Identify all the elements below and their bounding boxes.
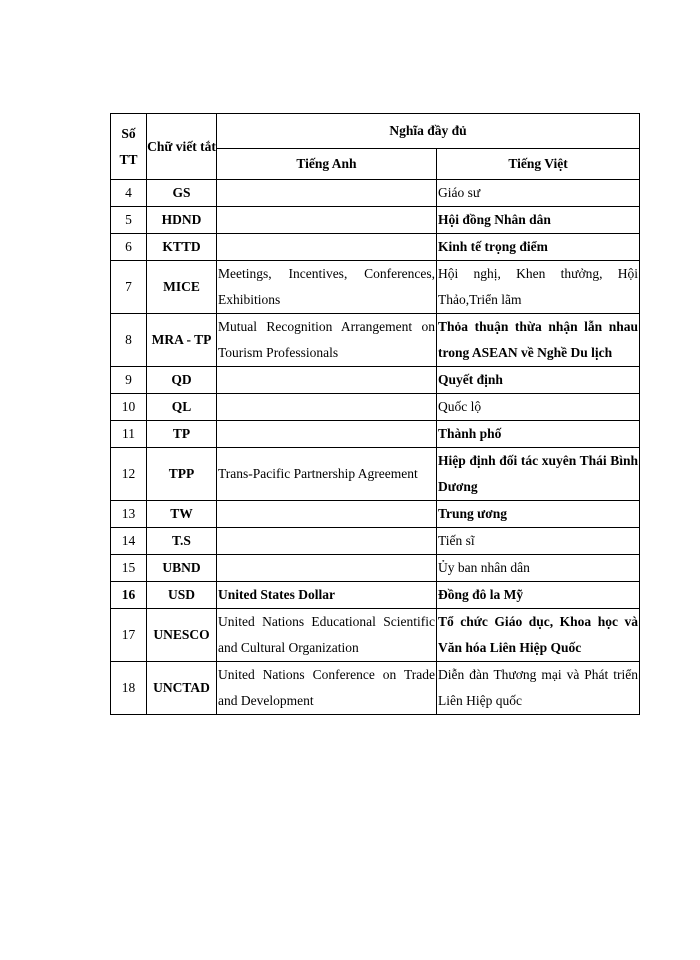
row-number: 5 [111, 207, 147, 234]
row-english: Meetings, Incentives, Conferences, Exhibitions [217, 261, 437, 314]
abbreviation-table [110, 113, 640, 715]
table-row [111, 234, 640, 261]
row-number: 8 [111, 314, 147, 367]
row-abbreviation: MRA - TP [147, 314, 217, 367]
row-number: 13 [111, 501, 147, 528]
table-row [111, 367, 640, 394]
row-vietnamese: Hội đồng Nhân dân [437, 207, 640, 234]
row-abbreviation: TP [147, 421, 217, 448]
row-english: United States Dollar [217, 582, 437, 609]
row-english [217, 528, 437, 555]
row-vietnamese: Diễn đàn Thương mại và Phát triển Liên Hiệp quốc [437, 662, 640, 715]
row-abbreviation: QD [147, 367, 217, 394]
header-tieng-viet: Tiếng Việt [437, 149, 640, 180]
table-row [111, 394, 640, 421]
row-vietnamese: Hội nghị, Khen thưởng, Hội Thảo,Triển lãm [437, 261, 640, 314]
row-vietnamese: Ủy ban nhân dân [437, 555, 640, 582]
table-row [111, 314, 640, 367]
row-english: Trans-Pacific Partnership Agreement [217, 448, 437, 501]
row-vietnamese: Quốc lộ [437, 394, 640, 421]
row-vietnamese: Thỏa thuận thừa nhận lẫn nhau trong ASEAN về Nghề Du lịch [437, 314, 640, 367]
row-number: 7 [111, 261, 147, 314]
row-abbreviation: GS [147, 180, 217, 207]
row-number: 4 [111, 180, 147, 207]
row-vietnamese: Tổ chức Giáo dục, Khoa học và Văn hóa Liên Hiệp Quốc [437, 609, 640, 662]
row-number: 15 [111, 555, 147, 582]
header-chu-viet-tat: Chữ viết tắt [147, 114, 217, 180]
row-vietnamese: Giáo sư [437, 180, 640, 207]
row-english: Mutual Recognition Arrangement on Tourism Professionals [217, 314, 437, 367]
row-abbreviation: T.S [147, 528, 217, 555]
table-row [111, 448, 640, 501]
row-vietnamese: Trung ương [437, 501, 640, 528]
row-number: 18 [111, 662, 147, 715]
row-number: 17 [111, 609, 147, 662]
row-abbreviation: HDND [147, 207, 217, 234]
row-english [217, 501, 437, 528]
row-abbreviation: UNESCO [147, 609, 217, 662]
row-english [217, 555, 437, 582]
table-row [111, 582, 640, 609]
row-number: 12 [111, 448, 147, 501]
table-row [111, 261, 640, 314]
row-vietnamese: Thành phố [437, 421, 640, 448]
table-row [111, 207, 640, 234]
row-english: United Nations Conference on Trade and Development [217, 662, 437, 715]
row-english [217, 421, 437, 448]
row-number: 11 [111, 421, 147, 448]
row-number: 6 [111, 234, 147, 261]
row-english: United Nations Educational Scientific and Cultural Organization [217, 609, 437, 662]
row-vietnamese: Tiến sĩ [437, 528, 640, 555]
row-abbreviation: QL [147, 394, 217, 421]
row-vietnamese: Hiệp định đối tác xuyên Thái Bình Dương [437, 448, 640, 501]
row-abbreviation: UNCTAD [147, 662, 217, 715]
row-vietnamese: Quyết định [437, 367, 640, 394]
row-english [217, 367, 437, 394]
header-nghia-day-du: Nghĩa đầy đủ [217, 114, 640, 149]
row-number: 9 [111, 367, 147, 394]
row-number: 16 [111, 582, 147, 609]
table-row [111, 501, 640, 528]
row-english [217, 180, 437, 207]
header-so-tt: Số TT [111, 114, 147, 180]
row-vietnamese: Kinh tế trọng điểm [437, 234, 640, 261]
header-row-1 [111, 114, 640, 149]
table-row [111, 528, 640, 555]
table-row [111, 180, 640, 207]
row-abbreviation: MICE [147, 261, 217, 314]
row-abbreviation: TPP [147, 448, 217, 501]
row-english [217, 394, 437, 421]
header-tieng-anh: Tiếng Anh [217, 149, 437, 180]
row-vietnamese: Đồng đô la Mỹ [437, 582, 640, 609]
row-abbreviation: KTTD [147, 234, 217, 261]
table-row [111, 662, 640, 715]
table-row [111, 421, 640, 448]
table-row [111, 555, 640, 582]
row-number: 10 [111, 394, 147, 421]
row-abbreviation: TW [147, 501, 217, 528]
row-number: 14 [111, 528, 147, 555]
row-english [217, 234, 437, 261]
table-row [111, 609, 640, 662]
row-english [217, 207, 437, 234]
row-abbreviation: UBND [147, 555, 217, 582]
row-abbreviation: USD [147, 582, 217, 609]
